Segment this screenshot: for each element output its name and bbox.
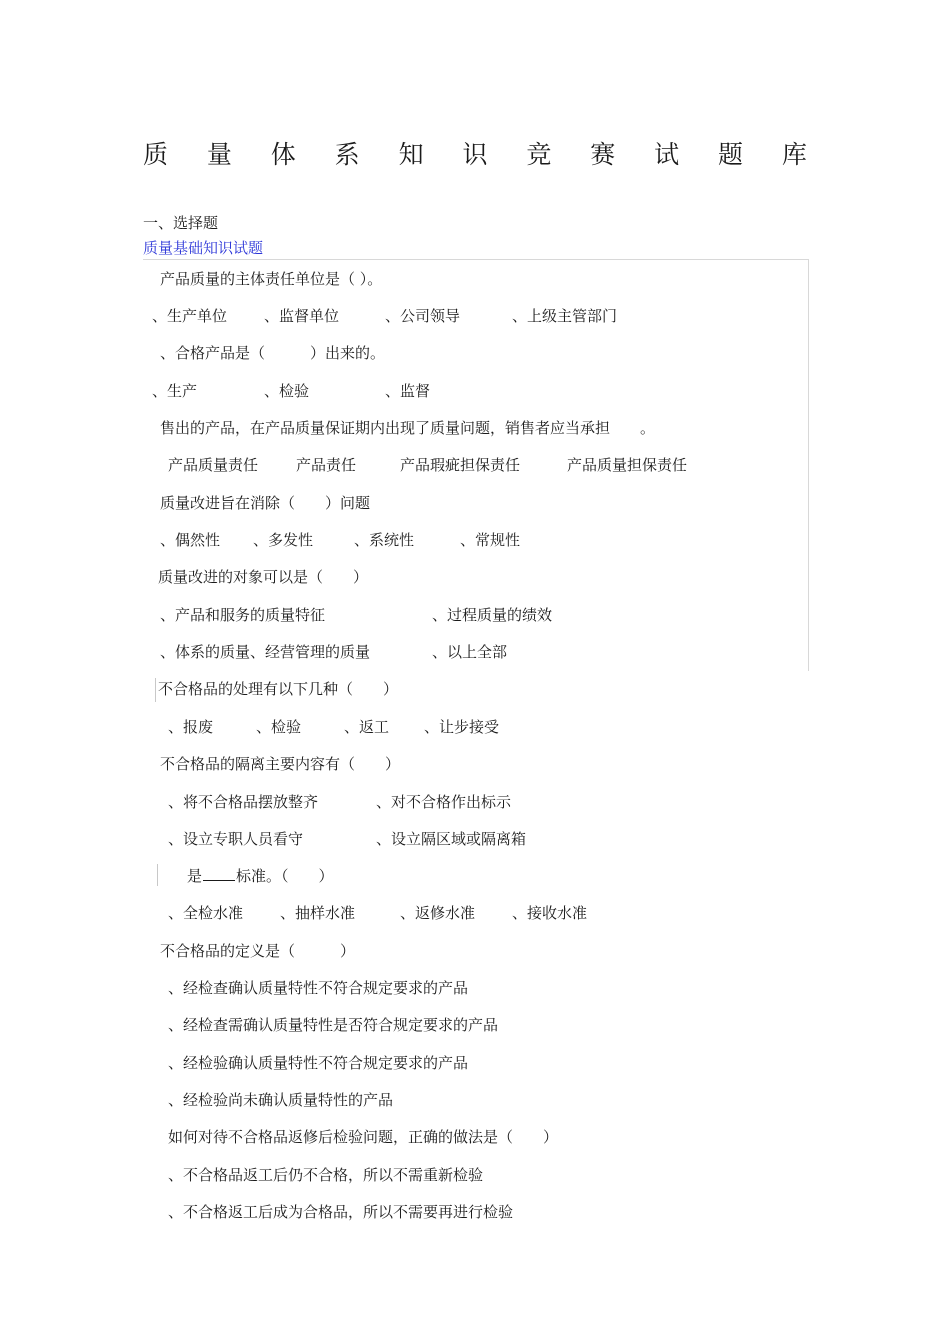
stem-prefix: 是 — [187, 867, 203, 885]
title-char: 题 — [718, 140, 744, 169]
option: 、公司领导 — [385, 307, 461, 325]
title-char: 库 — [781, 140, 807, 169]
option: 、不合格返工后成为合格品，所以不需要再进行检验 — [168, 1203, 514, 1221]
question-stem: 不合格品的定义是（ ） — [160, 942, 356, 960]
option: 、过程质量的绩效 — [432, 606, 553, 624]
option: 、返工 — [344, 718, 390, 736]
option: 、全检水准 — [168, 904, 244, 922]
option: 、生产单位 — [152, 307, 228, 325]
title-char: 试 — [654, 140, 680, 169]
option: 、经检查确认质量特性不符合规定要求的产品 — [168, 979, 469, 997]
question-stem: 如何对待不合格品返修后检验问题，正确的做法是（ ） — [168, 1128, 559, 1146]
option: 、不合格品返工后仍不合格，所以不需重新检验 — [168, 1166, 484, 1184]
option: 、偶然性 — [160, 531, 221, 549]
option: 、接收水准 — [512, 904, 588, 922]
title-char: 体 — [270, 140, 296, 169]
option: 、监督单位 — [264, 307, 340, 325]
subsection-link[interactable]: 质量基础知识试题 — [143, 239, 264, 257]
option: 、以上全部 — [432, 643, 508, 661]
option: 、多发性 — [253, 531, 314, 549]
option: 、抽样水准 — [280, 904, 356, 922]
option: 产品瑕疵担保责任 — [400, 456, 521, 474]
option: 、检验 — [264, 382, 310, 400]
title-char: 系 — [334, 140, 360, 169]
option: 、对不合格作出标示 — [376, 793, 512, 811]
question-stem — [187, 866, 334, 886]
option: 、经检验确认质量特性不符合规定要求的产品 — [168, 1054, 469, 1072]
option: 、设立隔区域或隔离箱 — [376, 830, 527, 848]
option: 产品质量责任 — [168, 456, 259, 474]
frame-mark — [155, 678, 156, 702]
question-stem: 不合格品的隔离主要内容有（ ） — [160, 755, 401, 773]
option: 、经检查需确认质量特性是否符合规定要求的产品 — [168, 1016, 499, 1034]
title-char: 赛 — [590, 140, 616, 169]
option: 、上级主管部门 — [512, 307, 618, 325]
frame-mark — [157, 864, 158, 886]
question-stem: 质量改进旨在消除（ ）问题 — [160, 494, 371, 512]
option: 、生产 — [152, 382, 198, 400]
option: 、系统性 — [354, 531, 415, 549]
document-title — [143, 138, 807, 172]
option: 、监督 — [385, 382, 431, 400]
question-stem: 售出的产品，在产品质量保证期内出现了质量问题，销售者应当承担 。 — [160, 419, 656, 437]
option: 、设立专职人员看守 — [168, 830, 304, 848]
option: 、常规性 — [460, 531, 521, 549]
question-stem: 不合格品的处理有以下几种（ ） — [158, 680, 399, 698]
option: 、经检验尚未确认质量特性的产品 — [168, 1091, 394, 1109]
option: 、体系的质量、经营管理的质量 — [160, 643, 371, 661]
stem-suffix: 标准。（ ） — [236, 867, 334, 885]
section-heading: 一、选择题 — [143, 214, 219, 232]
option: 产品质量担保责任 — [567, 456, 688, 474]
question-stem: 产品质量的主体责任单位是（ ）。 — [160, 270, 383, 288]
title-char: 知 — [398, 140, 424, 169]
option: 、报废 — [168, 718, 214, 736]
title-char: 量 — [206, 140, 232, 169]
option: 、检验 — [256, 718, 302, 736]
question-stem: 质量改进的对象可以是（ ） — [158, 568, 369, 586]
title-char: 识 — [462, 140, 488, 169]
option: 、产品和服务的质量特征 — [160, 606, 326, 624]
option: 产品责任 — [296, 456, 357, 474]
title-char: 质 — [143, 140, 169, 169]
option: 、让步接受 — [424, 718, 500, 736]
title-char: 竞 — [526, 140, 552, 169]
option: 、返修水准 — [400, 904, 476, 922]
question-stem: 、合格产品是（ ）出来的。 — [160, 344, 386, 362]
option: 、将不合格品摆放整齐 — [168, 793, 319, 811]
answer-blank — [203, 866, 235, 881]
